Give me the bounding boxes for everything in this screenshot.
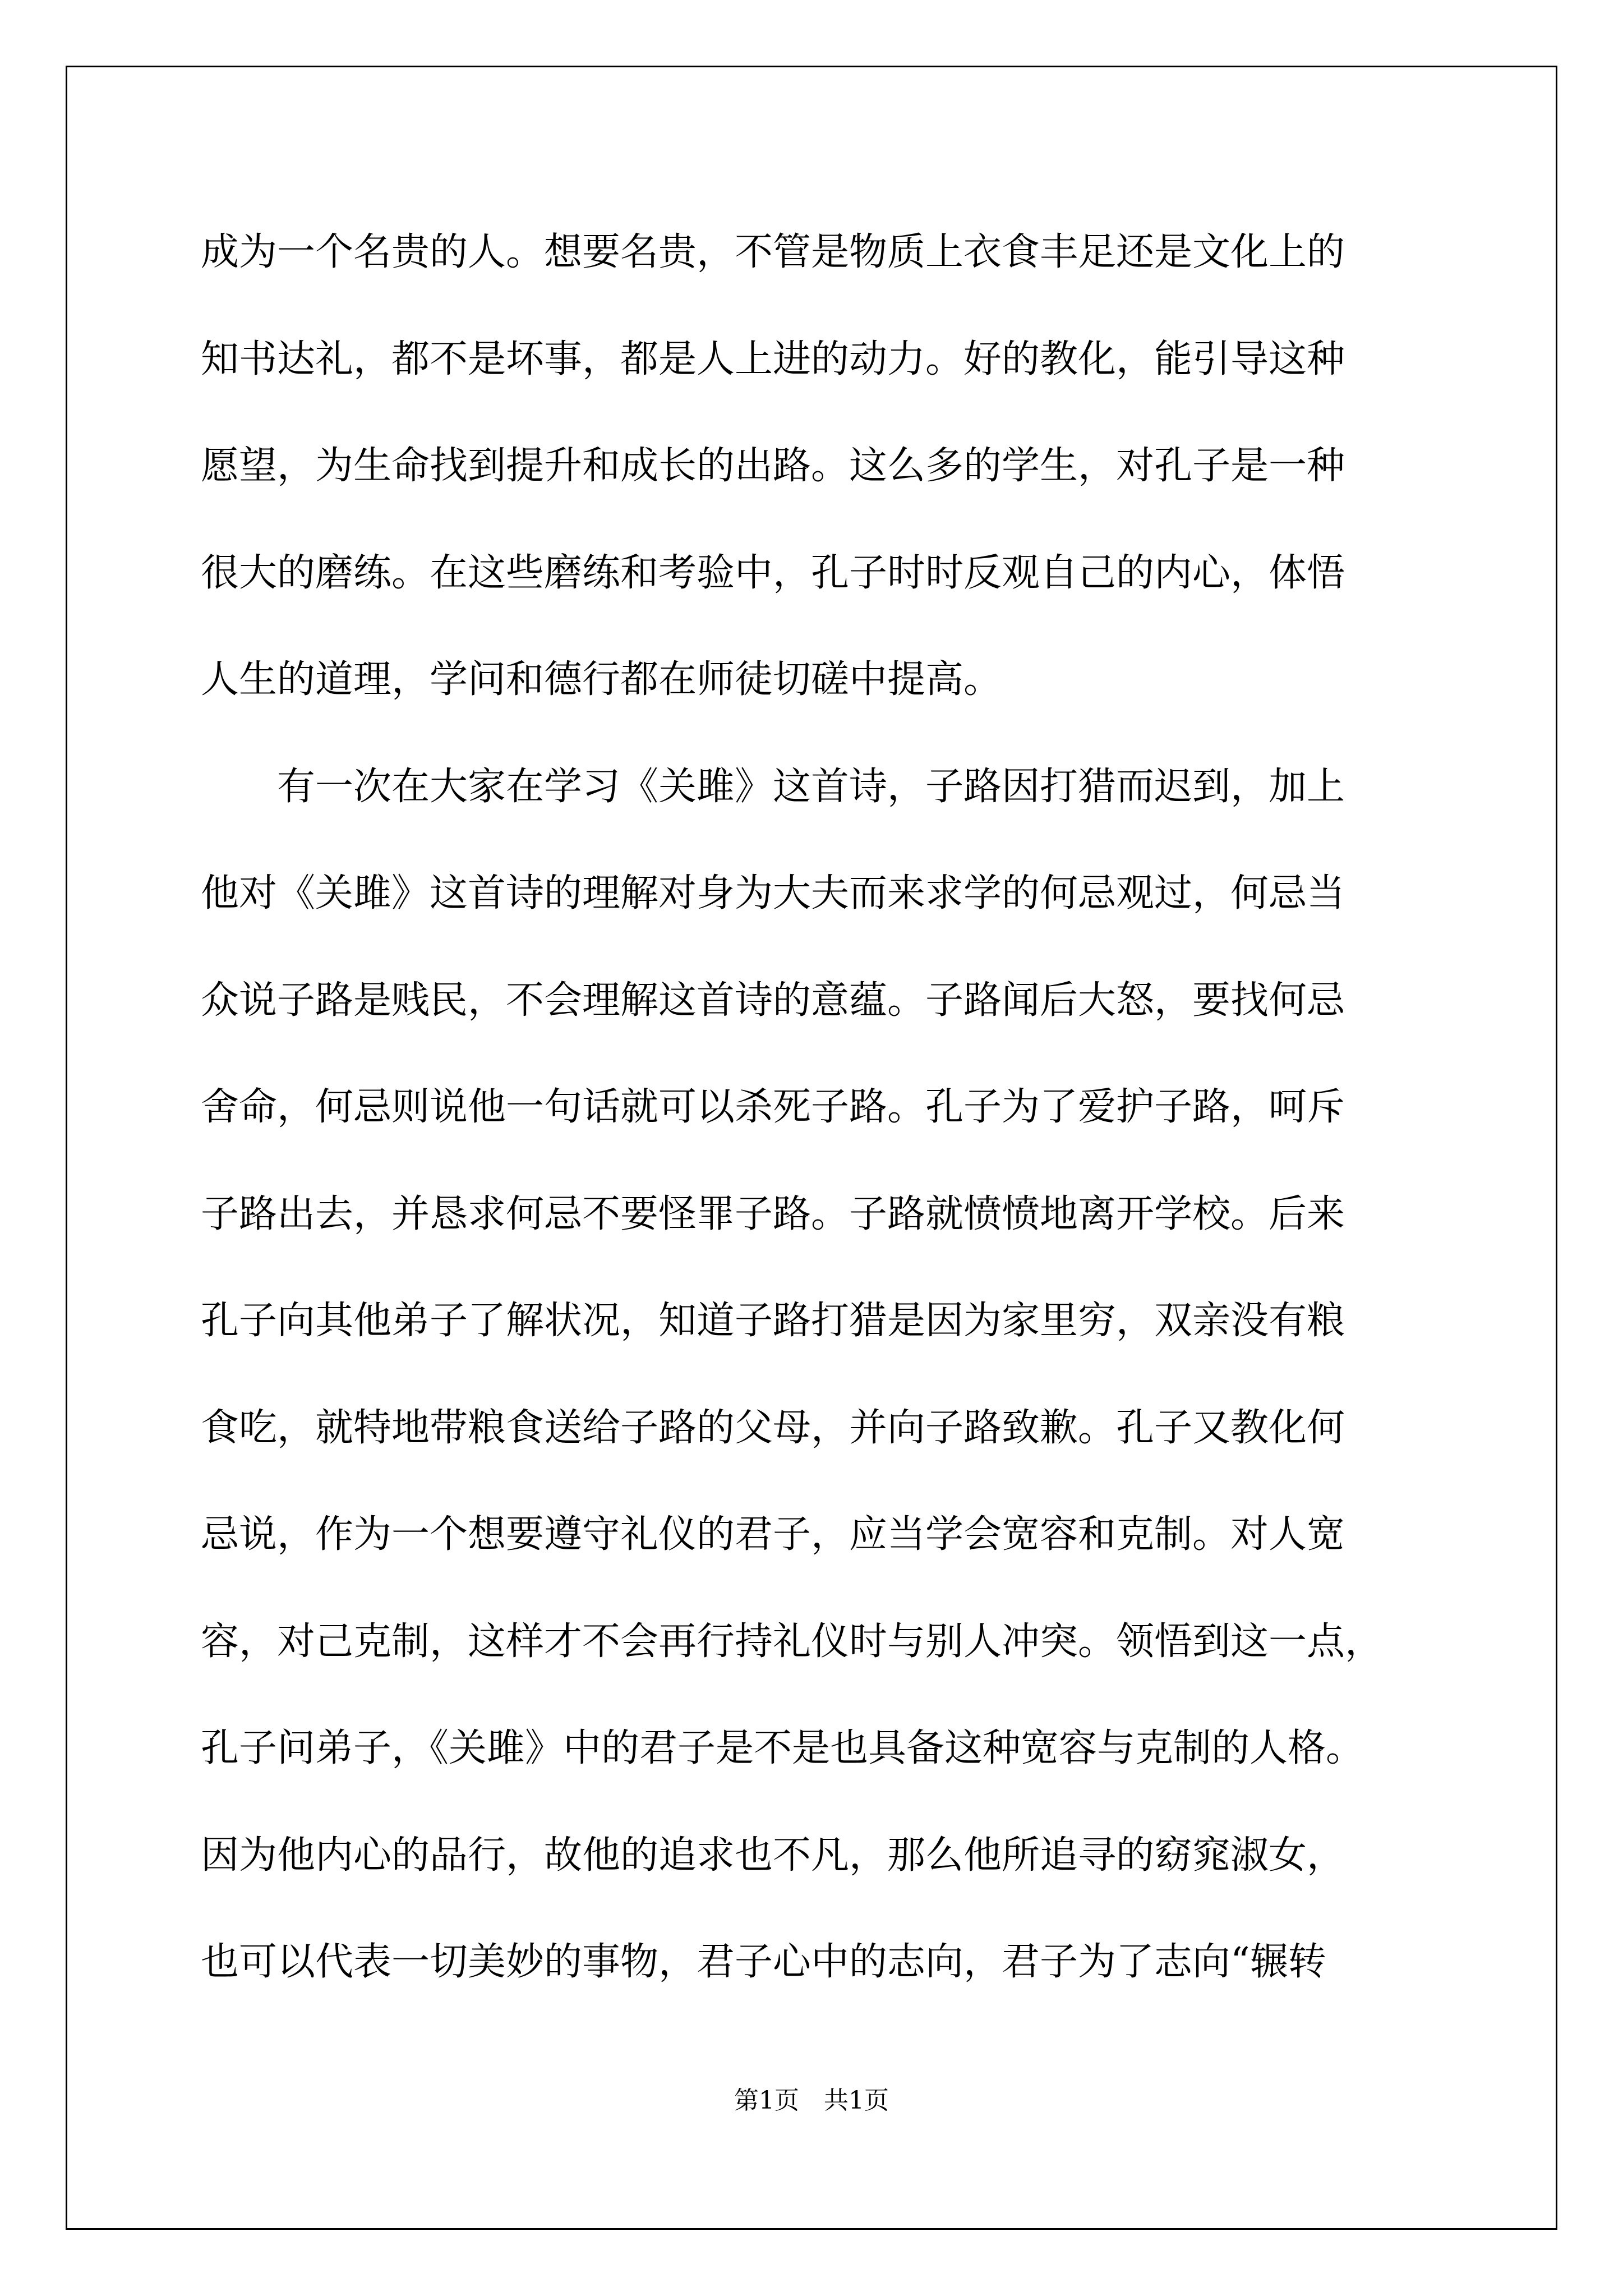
text-line: 食吃，就特地带粮食送给子路的父母，并向子路致歉。孔子又教化何	[201, 1405, 1345, 1450]
text-line: 他对《关雎》这首诗的理解对身为大夫而来求学的何忌观过，何忌当	[201, 871, 1345, 915]
text-line: 忌说，作为一个想要遵守礼仪的君子，应当学会宽容和克制。对人宽	[201, 1512, 1345, 1557]
text-line: 成为一个名贵的人。想要名贵，不管是物质上衣食丰足还是文化上的	[201, 230, 1345, 274]
text-line: 知书达礼，都不是坏事，都是人上进的动力。好的教化，能引导这种	[201, 337, 1345, 381]
text-line: 有一次在大家在学习《关雎》这首诗，子路因打猎而迟到，加上	[201, 764, 1345, 809]
text-line: 众说子路是贱民，不会理解这首诗的意蕴。子路闻后大怒，要找何忌	[201, 978, 1345, 1023]
text-line: 也可以代表一切美妙的事物，君子心中的志向，君子为了志向“辗转	[201, 1940, 1326, 1984]
text-line: 容，对己克制，这样才不会再行持礼仪时与别人冲突。领悟到这一点，	[201, 1619, 1384, 1664]
text-line: 愿望，为生命找到提升和成长的出路。这么多的学生，对孔子是一种	[201, 444, 1345, 488]
text-line: 人生的道理，学问和德行都在师徒切磋中提高。	[201, 657, 1002, 702]
text-line: 很大的磨练。在这些磨练和考验中，孔子时时反观自己的内心，体悟	[201, 550, 1345, 595]
text-line: 因为他内心的品行，故他的追求也不凡，那么他所追寻的窈窕淑女，	[201, 1833, 1345, 1878]
text-line: 舍命，何忌则说他一句话就可以杀死子路。孔子为了爱护子路，呵斥	[201, 1085, 1345, 1129]
page-footer: 第1页 共1页	[734, 2086, 889, 2115]
text-line: 孔子向其他弟子了解状况，知道子路打猎是因为家里穷，双亲没有粮	[201, 1299, 1345, 1343]
document-body	[201, 199, 1435, 2016]
text-line: 子路出去，并恳求何忌不要怪罪子路。子路就愤愤地离开学校。后来	[201, 1191, 1345, 1236]
text-line: 孔子问弟子，《关雎》中的君子是不是也具备这种宽容与克制的人格。	[201, 1726, 1364, 1770]
